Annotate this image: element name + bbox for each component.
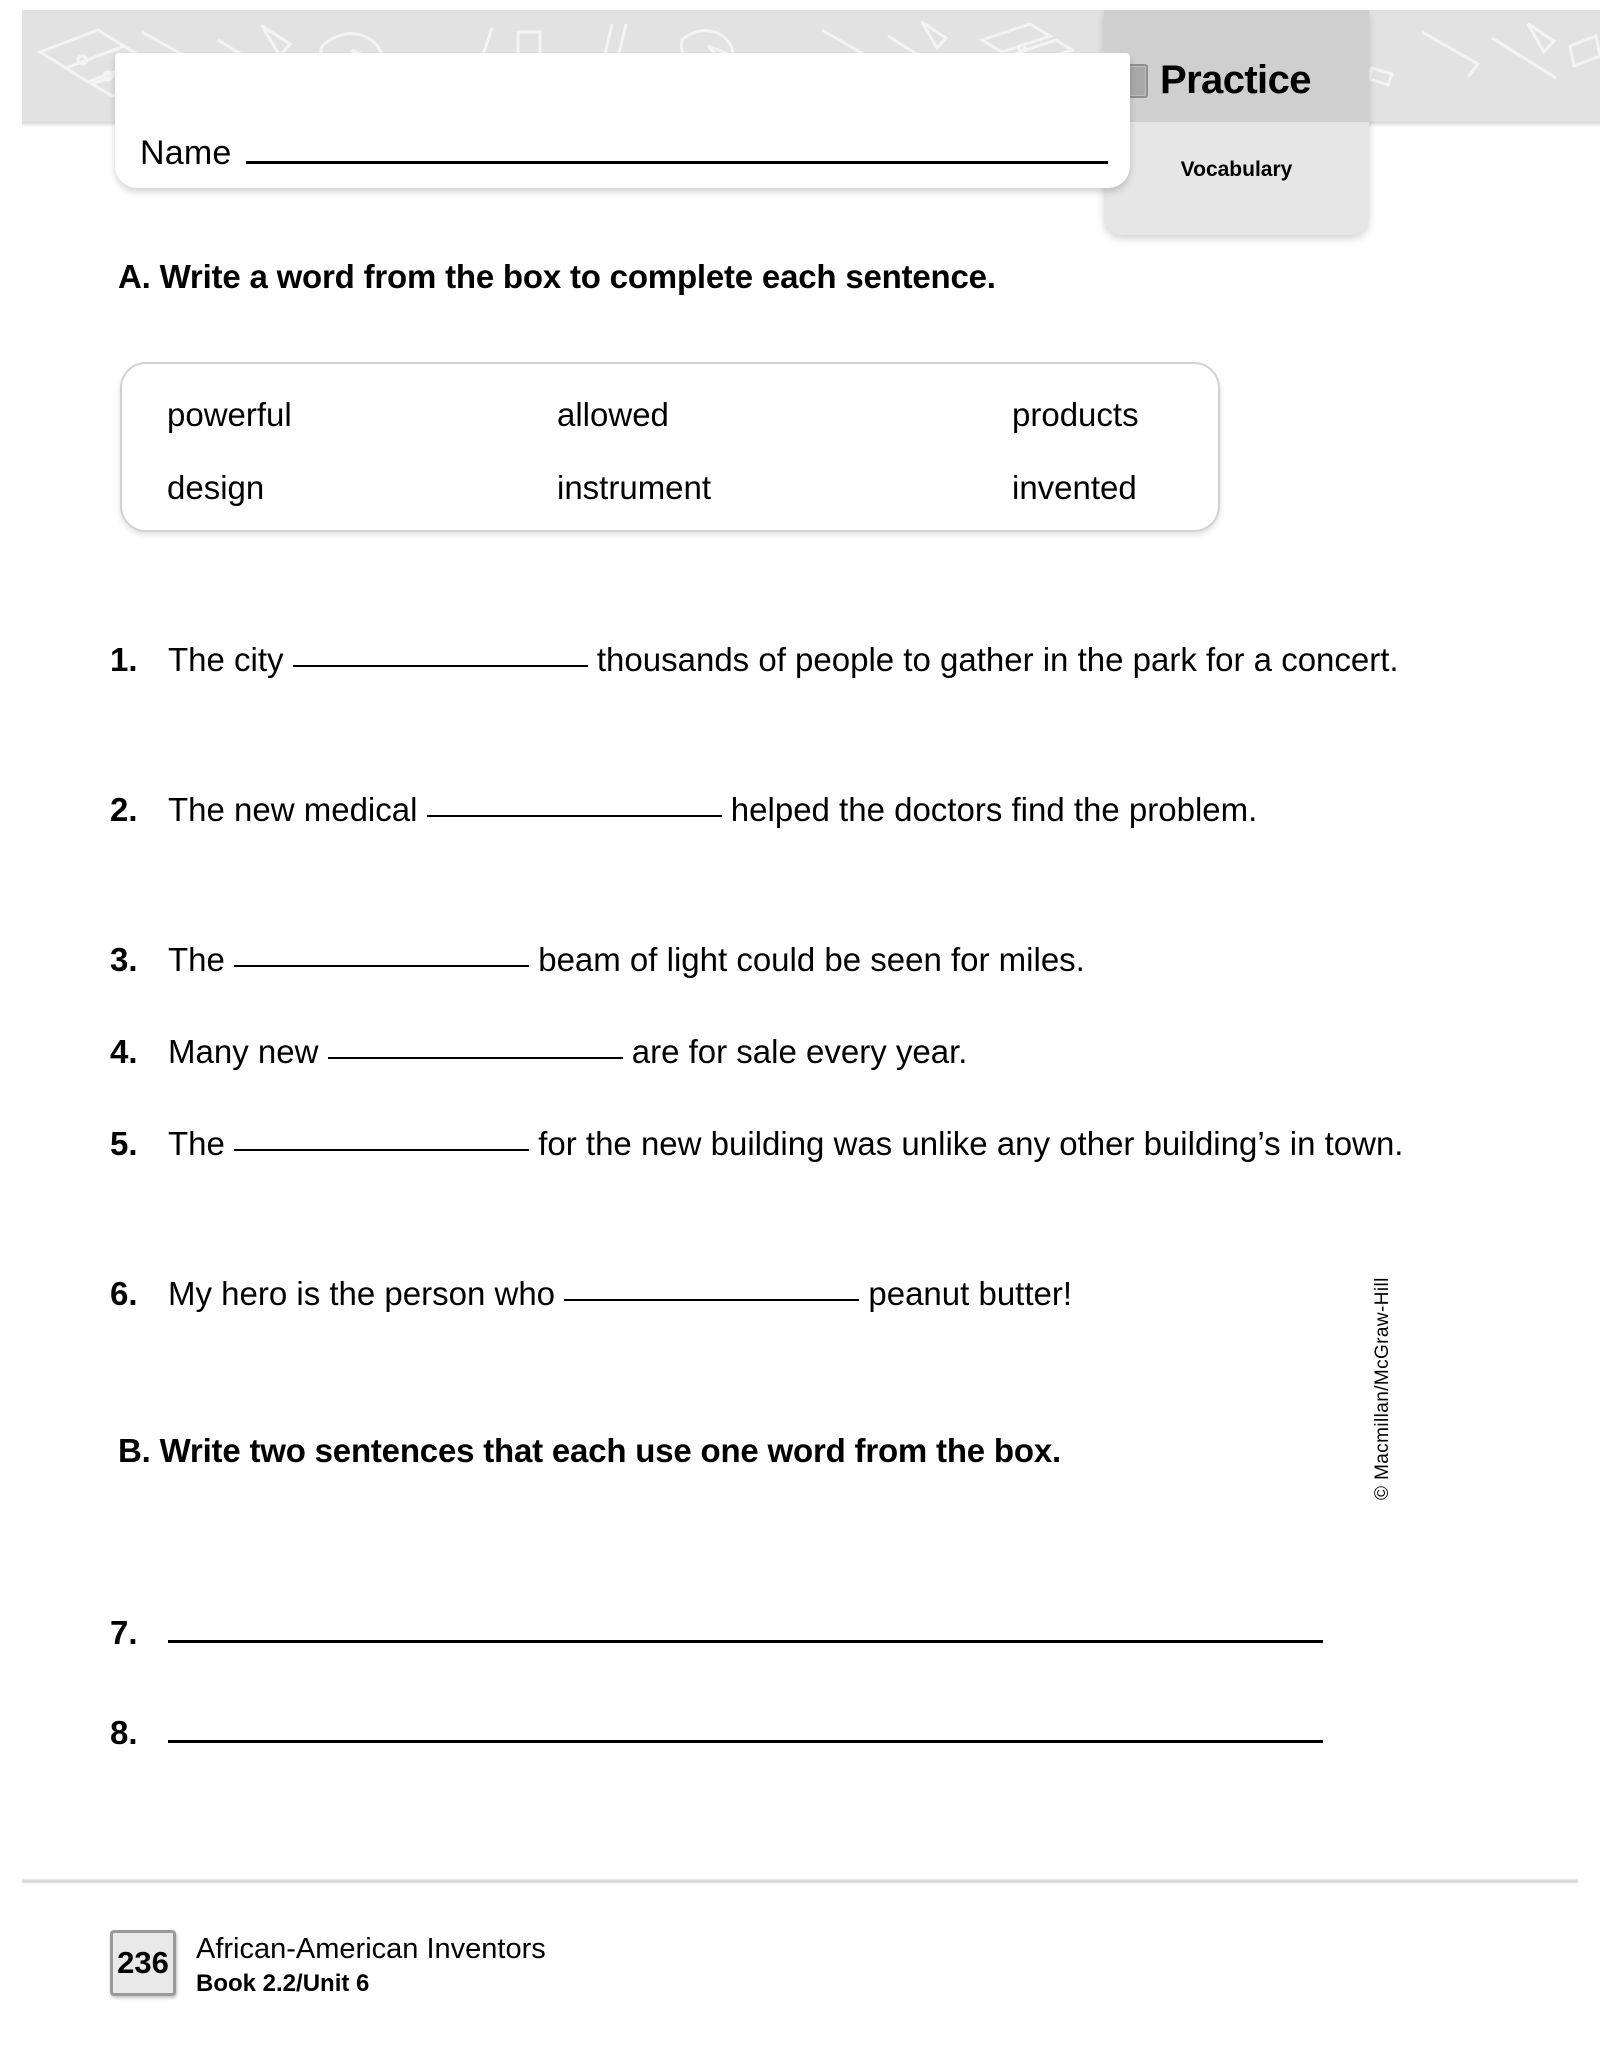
copyright-notice: © Macmillan/McGraw-Hill (1372, 1277, 1393, 1500)
writing-line[interactable] (168, 1740, 1323, 1743)
question-item (110, 1272, 1440, 1316)
footer-subtitle: Book 2.2/Unit 6 (196, 1970, 370, 1998)
question-text-before: The city (168, 641, 284, 678)
answer-blank[interactable] (234, 965, 529, 967)
answer-line-number: 7. (110, 1614, 138, 1651)
question-text (168, 641, 1399, 678)
footer (110, 1930, 546, 1999)
name-card (115, 53, 1130, 188)
question-item (110, 1122, 1440, 1166)
directive-b (118, 1428, 1248, 1474)
question-text-before: Many new (168, 1033, 319, 1070)
directive-a (118, 258, 996, 296)
question-item (110, 938, 1440, 982)
question-number: 6. (110, 1275, 138, 1312)
word-bank-item: design (167, 469, 265, 506)
directive-b-text: Write two sentences that each use one word from the box. (159, 1432, 1061, 1469)
answer-line-item (110, 1714, 1440, 1751)
question-text-after: thousands of people to gather in the park for a concert. (596, 641, 1399, 678)
answer-blank[interactable] (293, 665, 588, 667)
question-text-before: My hero is the person who (168, 1275, 556, 1312)
question-text-after: are for sale every year. (631, 1033, 968, 1070)
practice-tab (1104, 10, 1369, 235)
writing-line[interactable] (168, 1640, 1323, 1643)
word-bank-item: allowed (557, 396, 669, 433)
question-number: 1. (110, 641, 138, 678)
question-text (168, 1125, 1403, 1162)
question-item (110, 638, 1440, 682)
practice-label: Practice (1160, 58, 1311, 102)
word-bank-grid (122, 364, 1218, 530)
practice-heading (1114, 58, 1311, 103)
question-text (168, 1033, 967, 1070)
answer-line-item (110, 1614, 1440, 1651)
question-text (168, 1275, 1072, 1312)
question-text-before: The (168, 941, 225, 978)
word-bank-item: invented (1012, 469, 1137, 506)
answer-blank[interactable] (564, 1299, 859, 1301)
answer-line-number: 8. (110, 1714, 138, 1751)
footer-text-block (196, 1930, 546, 1999)
question-text-after: helped the doctors find the problem. (730, 791, 1258, 828)
answer-blank[interactable] (328, 1057, 623, 1059)
question-number: 4. (110, 1033, 138, 1070)
vocabulary-label: Vocabulary (1180, 158, 1293, 181)
word-bank-item: powerful (167, 396, 292, 433)
question-item (110, 1030, 1440, 1074)
word-bank-item: products (1012, 396, 1139, 433)
question-text-after: for the new building was unlike any other building’s in town. (538, 1125, 1404, 1162)
word-bank-item: instrument (557, 469, 712, 506)
footer-title: African-American Inventors (196, 1933, 546, 1965)
name-input-line[interactable] (246, 161, 1109, 164)
question-text-after: peanut butter! (868, 1275, 1073, 1312)
name-label: Name (140, 134, 232, 172)
answer-blank[interactable] (427, 815, 722, 817)
question-text-before: The new medical (168, 791, 418, 828)
page-number-badge: 236 (110, 1930, 176, 1996)
directive-b-letter: B. (118, 1432, 151, 1469)
question-text (168, 941, 1085, 978)
directive-a-letter: A. (118, 258, 151, 295)
question-number: 2. (110, 791, 138, 828)
footer-divider (22, 1878, 1578, 1884)
word-bank-box (120, 362, 1220, 532)
question-item (110, 788, 1440, 832)
directive-a-text: Write a word from the box to complete each sentence. (159, 258, 996, 295)
question-text-after: beam of light could be seen for miles. (538, 941, 1085, 978)
answer-blank[interactable] (234, 1149, 529, 1151)
question-text (168, 791, 1257, 828)
question-number: 3. (110, 941, 138, 978)
question-number: 5. (110, 1125, 138, 1162)
name-field-row[interactable] (140, 136, 1108, 172)
question-text-before: The (168, 1125, 225, 1162)
